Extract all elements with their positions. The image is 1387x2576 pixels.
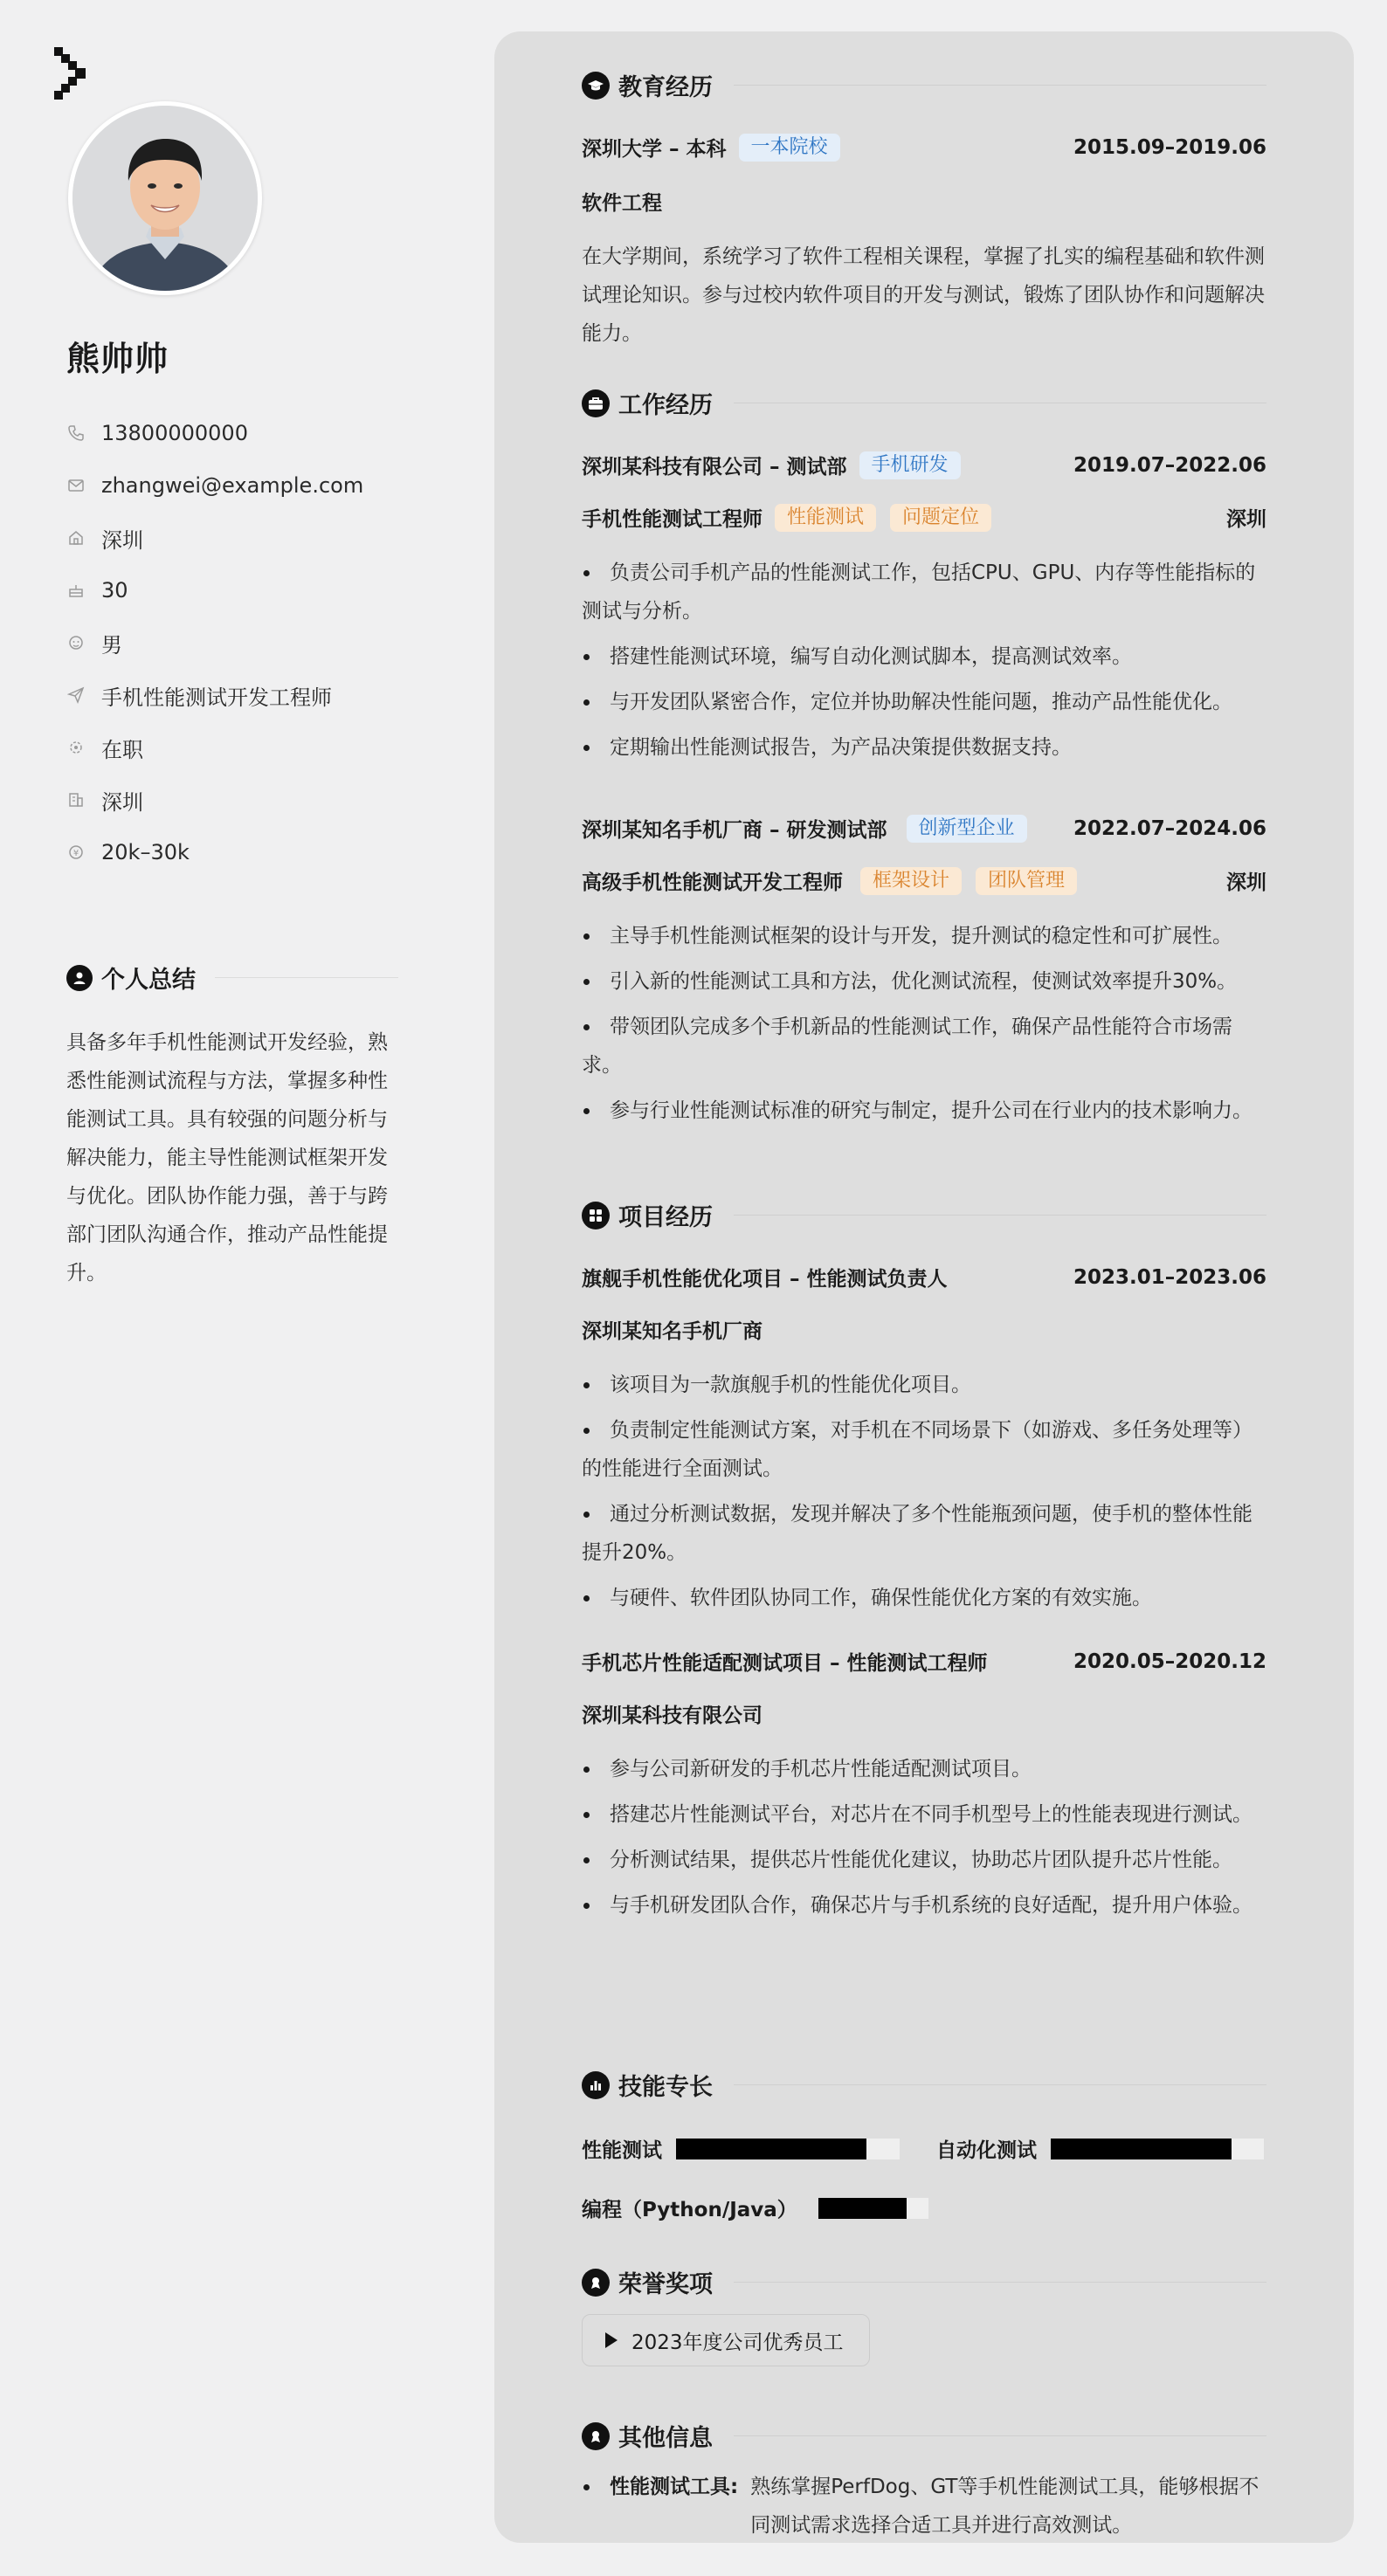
building-icon <box>66 790 86 809</box>
work-heading <box>582 386 1266 420</box>
major: 软件工程 <box>582 192 662 215</box>
skill-item <box>582 2134 900 2163</box>
awards-heading <box>582 2265 1266 2299</box>
divider <box>215 977 398 978</box>
project-org-row <box>582 1699 1266 1728</box>
list-item: 与硬件、软件团队协同工作，确保性能优化方案的有效实施。 <box>582 1579 1266 1617</box>
other-value: 熟练掌握PerfDog、GT等手机性能测试工具，能够根据不同测试需求选择合适工具并进行高效测试。 <box>750 2476 1259 2537</box>
education-description: 在大学期间，系统学习了软件工程相关课程，掌握了扎实的编程基础和软件测试理论知识。参与过校内软件项目的开发与测试，锻炼了团队协作和问题解决能力。 <box>582 245 1265 345</box>
list-item: 与手机研发团队合作，确保芯片与手机系统的良好适配，提升用户体验。 <box>582 1886 1266 1925</box>
divider <box>734 2435 1266 2436</box>
list-item: 参与行业性能测试标准的研究与制定，提升公司在行业内的技术影响力。 <box>582 1092 1266 1130</box>
job-company: 深圳某科技有限公司 – 测试部 <box>582 456 847 479</box>
job-city: 深圳 <box>1226 871 1266 894</box>
project-org: 深圳某知名手机厂商 <box>582 1320 763 1343</box>
skill-name: 性能测试 <box>582 2139 662 2162</box>
list-item: 引入新的性能测试工具和方法，优化测试流程，使测试效率提升30%。 <box>582 962 1266 1001</box>
divider <box>734 2084 1266 2085</box>
info-email <box>66 459 398 512</box>
salary-icon <box>66 843 86 862</box>
other-item <box>582 2468 1266 2543</box>
bullet <box>582 2468 610 2543</box>
skill-level-fill <box>1051 2139 1232 2159</box>
role-tag: 性能测试 <box>775 504 876 532</box>
grid-icon <box>582 1202 610 1229</box>
status-value: 在职 <box>101 737 143 762</box>
project-name-row <box>582 1263 1266 1291</box>
job-role: 高级手机性能测试开发工程师 <box>582 871 843 894</box>
list-item: 负责制定性能测试方案，对手机在不同场景下（如游戏、多任务处理等）的性能进行全面测试。 <box>582 1411 1266 1488</box>
mail-icon <box>66 476 86 495</box>
job-date: 2019.07–2022.06 <box>1073 453 1266 477</box>
status-icon <box>66 738 86 757</box>
award-item[interactable] <box>582 2314 870 2366</box>
education-date: 2015.09–2019.06 <box>1073 135 1266 159</box>
projects-heading <box>582 1198 1266 1232</box>
skill-item <box>582 2194 928 2222</box>
awards-title: 荣誉奖项 <box>618 2271 713 2298</box>
list-item: 主导手机性能测试框架的设计与开发，提升测试的稳定性和可扩展性。 <box>582 917 1266 955</box>
skill-level-fill <box>676 2139 866 2159</box>
list-item: 搭建性能测试环境，编写自动化测试脚本，提高测试效率。 <box>582 637 1266 676</box>
project-bullets <box>582 1366 1266 1624</box>
divider <box>734 85 1266 86</box>
skill-name: 编程（Python/Java） <box>582 2199 797 2221</box>
role-tag: 框架设计 <box>860 867 962 895</box>
list-item: 搭建芯片性能测试平台，对芯片在不同手机型号上的性能表现进行测试。 <box>582 1795 1266 1834</box>
project-date: 2023.01–2023.06 <box>1073 1265 1266 1289</box>
job-company-row <box>582 451 1266 479</box>
list-item: 定期输出性能测试报告，为产品决策提供数据支持。 <box>582 728 1266 767</box>
user-icon <box>66 965 93 991</box>
company-tag: 手机研发 <box>859 451 961 479</box>
info-salary <box>66 826 398 878</box>
play-icon <box>605 2332 618 2348</box>
job-bullets <box>582 554 1266 774</box>
logo-icon <box>54 47 93 103</box>
info-location <box>66 512 398 564</box>
list-item: 该项目为一款旗舰手机的性能优化项目。 <box>582 1366 1266 1404</box>
other-title: 其他信息 <box>618 2425 713 2452</box>
school-name: 深圳大学 – 本科 <box>582 138 727 161</box>
skill-bar <box>676 2139 900 2159</box>
job-company-row <box>582 814 1266 843</box>
skill-name: 自动化测试 <box>936 2139 1037 2162</box>
project-org: 深圳某科技有限公司 <box>582 1705 763 1727</box>
info-position <box>66 669 398 721</box>
skills-heading <box>582 2068 1266 2102</box>
contact-info-list <box>66 407 398 878</box>
skill-bar <box>818 2198 928 2219</box>
company-tag: 创新型企业 <box>907 815 1027 843</box>
briefcase-icon <box>582 389 610 417</box>
list-item: 分析测试结果，提供芯片性能优化建议，协助芯片团队提升芯片性能。 <box>582 1841 1266 1879</box>
project-date: 2020.05–2020.12 <box>1073 1650 1266 1673</box>
age-value: 30 <box>101 578 128 603</box>
info-icon <box>582 2422 610 2450</box>
education-heading <box>582 68 1266 102</box>
award-label: 2023年度公司优秀员工 <box>631 2331 844 2354</box>
bar-chart-icon <box>582 2071 610 2099</box>
project-name: 手机芯片性能适配测试项目 – 性能测试工程师 <box>582 1652 988 1675</box>
phone-icon <box>66 424 86 443</box>
project-name-row <box>582 1647 1266 1676</box>
skill-item <box>936 2134 1264 2163</box>
list-item: 与开发团队紧密合作，定位并协助解决性能问题，推动产品性能优化。 <box>582 683 1266 721</box>
job-date: 2022.07–2024.06 <box>1073 816 1266 840</box>
send-icon <box>66 685 86 705</box>
home-icon <box>66 528 86 548</box>
location-value: 深圳 <box>101 527 143 553</box>
graduation-cap-icon <box>582 72 610 100</box>
education-title: 教育经历 <box>618 74 713 101</box>
award-icon <box>582 2269 610 2297</box>
phone-value[interactable]: 13800000000 <box>101 421 248 445</box>
divider <box>734 1215 1266 1216</box>
gender-icon <box>66 633 86 652</box>
projects-title: 项目经历 <box>618 1204 713 1231</box>
city-value: 深圳 <box>101 789 143 815</box>
role-tag: 问题定位 <box>890 504 991 532</box>
list-item: 带领团队完成多个手机新品的性能测试工作，确保产品性能符合市场需求。 <box>582 1008 1266 1085</box>
info-age <box>66 564 398 616</box>
major-row <box>582 187 1266 216</box>
work-title: 工作经历 <box>618 392 713 419</box>
summary-title: 个人总结 <box>101 967 196 994</box>
job-bullets <box>582 917 1266 1137</box>
info-status <box>66 721 398 774</box>
skills-title: 技能专长 <box>618 2074 713 2101</box>
info-city <box>66 774 398 826</box>
list-item: 参与公司新研发的手机芯片性能适配测试项目。 <box>582 1750 1266 1788</box>
list-item: 通过分析测试数据，发现并解决了多个性能瓶颈问题，使手机的整体性能提升20%。 <box>582 1495 1266 1572</box>
info-gender <box>66 616 398 669</box>
summary-heading <box>66 961 398 995</box>
avatar <box>68 101 262 295</box>
profile-name: 熊帅帅 <box>66 340 169 378</box>
project-name: 旗舰手机性能优化项目 – 性能测试负责人 <box>582 1268 948 1291</box>
job-role-row <box>582 503 1266 532</box>
cake-icon <box>66 581 86 600</box>
salary-value: 20k–30k <box>101 840 190 864</box>
list-item: 负责公司手机产品的性能测试工作，包括CPU、GPU、内存等性能指标的测试与分析。 <box>582 554 1266 630</box>
skill-bar <box>1051 2139 1264 2159</box>
job-role: 手机性能测试工程师 <box>582 508 763 531</box>
education-row <box>582 133 1266 162</box>
job-role-row <box>582 866 1266 895</box>
project-org-row <box>582 1315 1266 1344</box>
svg-text:¥: ¥ <box>72 849 79 858</box>
resume-main-card <box>494 31 1354 2543</box>
email-value[interactable]: zhangwei@example.com <box>101 473 364 498</box>
school-tag: 一本院校 <box>739 134 840 162</box>
info-phone <box>66 407 398 459</box>
gender-value: 男 <box>101 632 122 658</box>
job-city: 深圳 <box>1226 508 1266 531</box>
project-bullets <box>582 1750 1266 1932</box>
position-value: 手机性能测试开发工程师 <box>101 685 332 710</box>
divider <box>734 2282 1266 2283</box>
role-tag: 团队管理 <box>976 867 1077 895</box>
skill-level-fill <box>818 2198 907 2219</box>
summary-text: 具备多年手机性能测试开发经验，熟悉性能测试流程与方法，掌握多种性能测试工具。具有较强的问题分析与解决能力，能主导性能测试框架开发与优化。团队协作能力强，善于与跨部门团队沟通合作，推动产品性能提升。 <box>66 1031 388 1285</box>
other-key: 性能测试工具: <box>610 2476 739 2498</box>
job-company: 深圳某知名手机厂商 – 研发测试部 <box>582 819 887 842</box>
other-heading <box>582 2419 1266 2453</box>
